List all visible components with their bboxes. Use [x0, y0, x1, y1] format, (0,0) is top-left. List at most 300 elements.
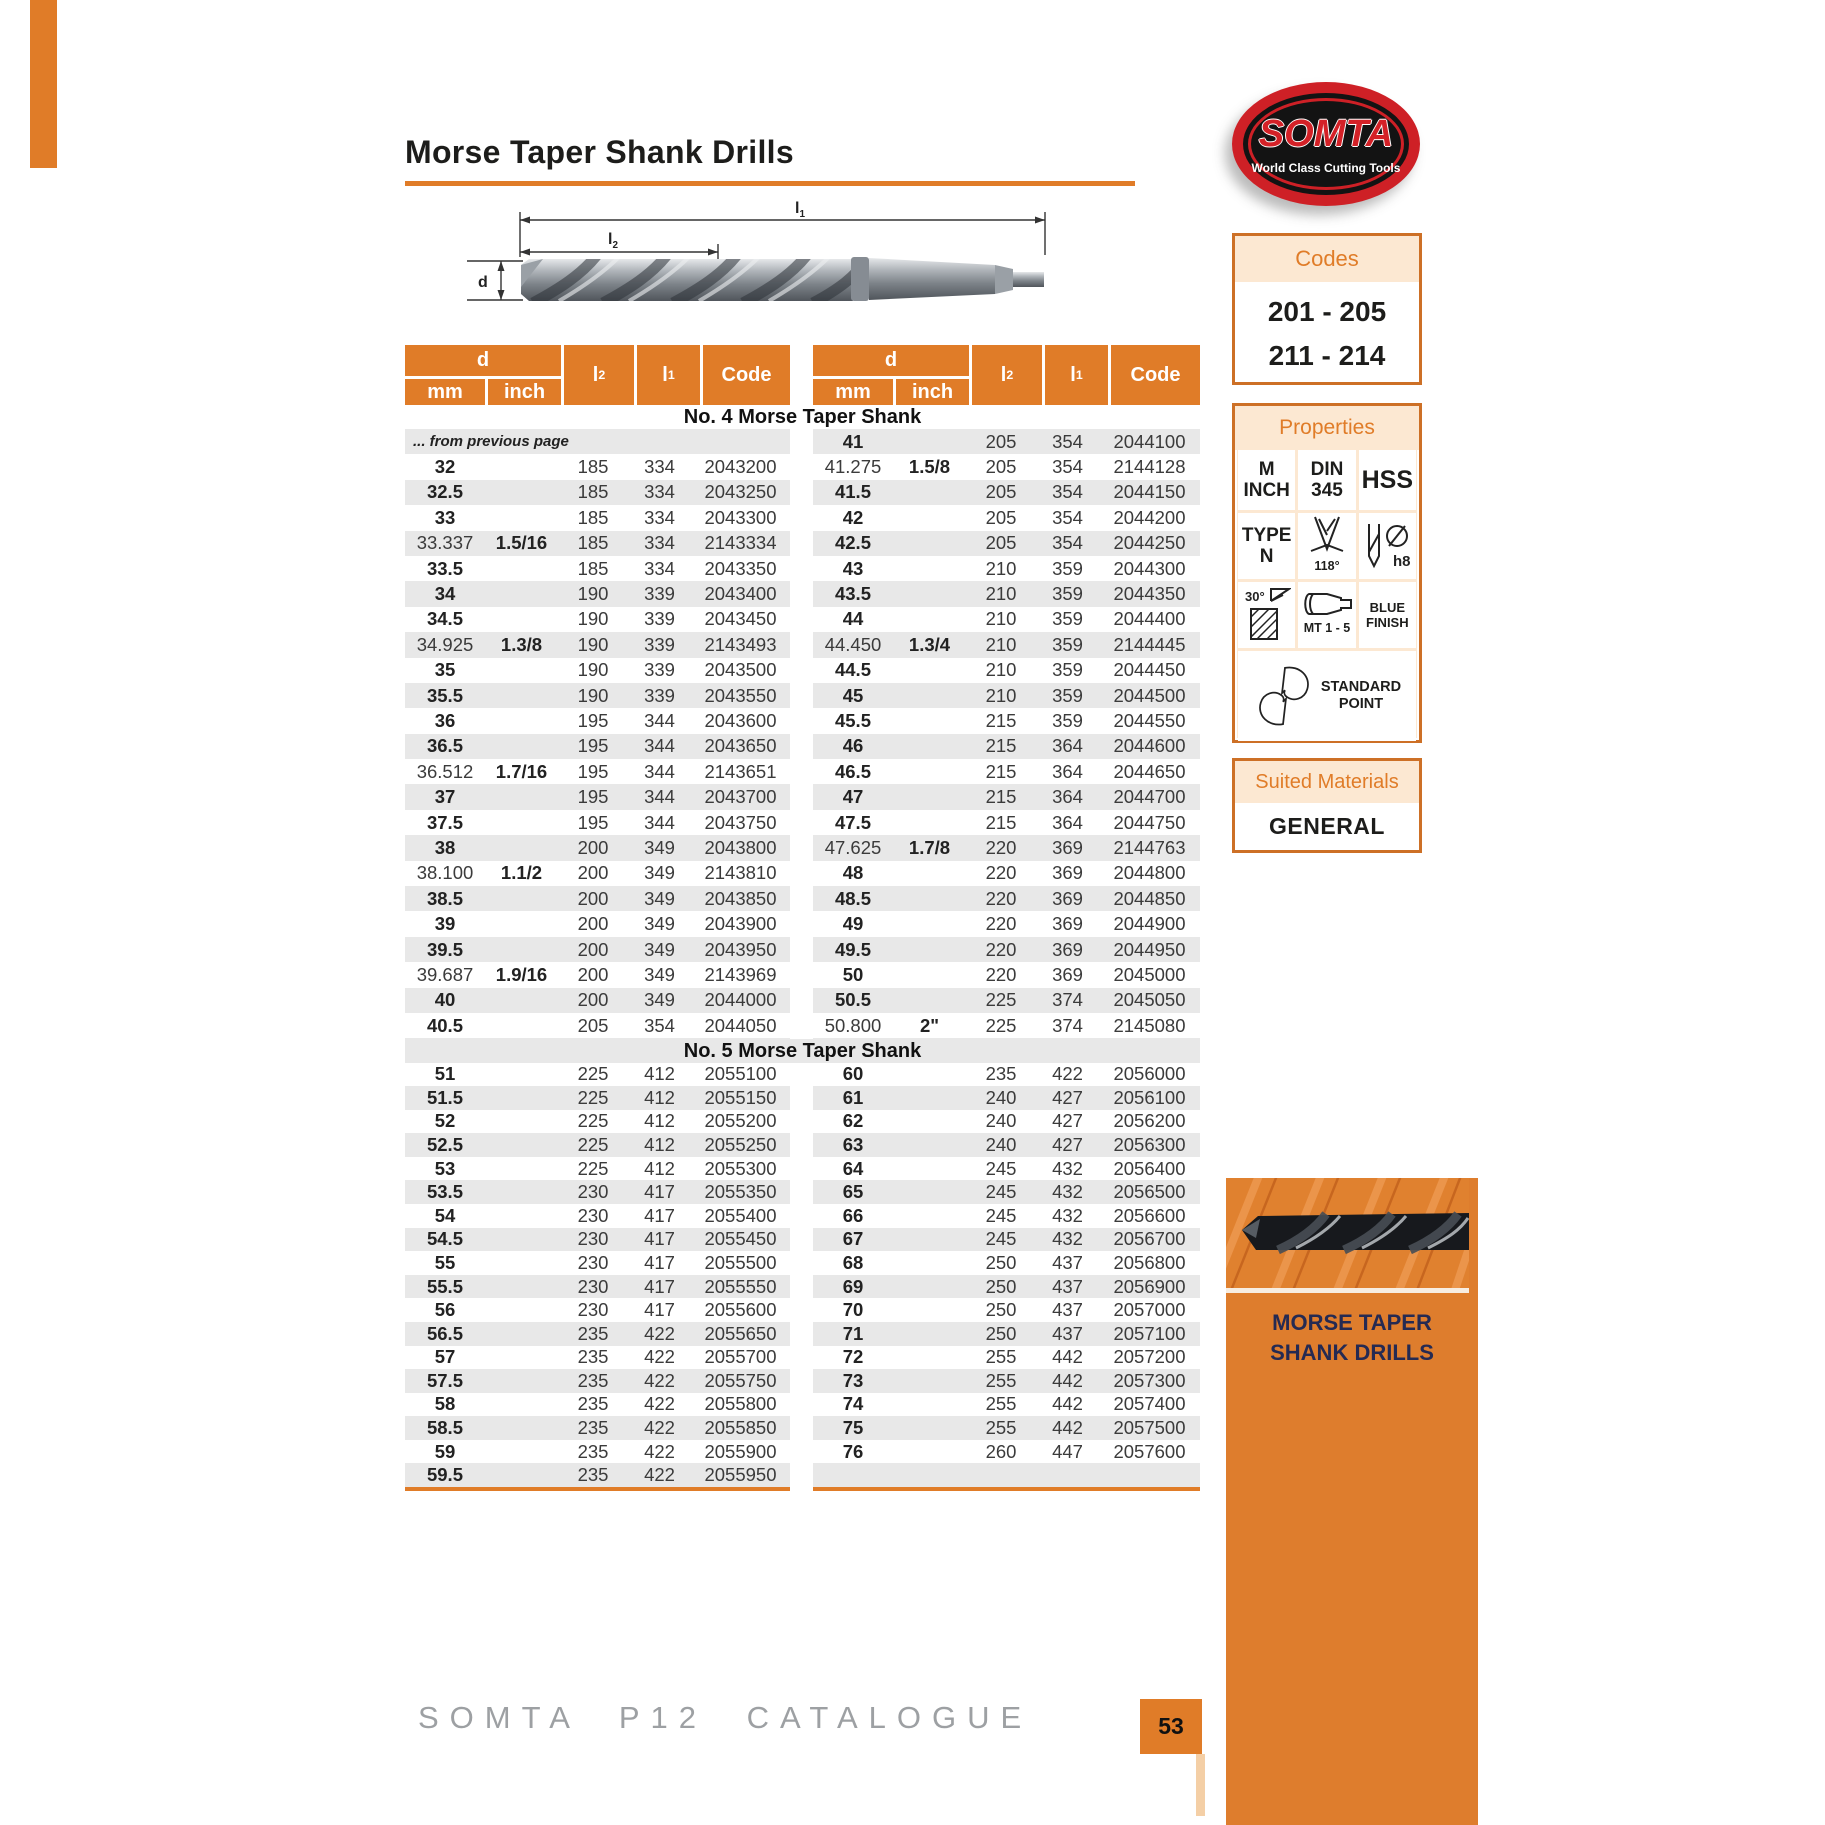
cell-mm: 64	[842, 1157, 864, 1179]
col-header-d: d	[813, 345, 969, 376]
cell-mm: 37.5	[426, 811, 463, 833]
cell-l2: 205	[985, 481, 1017, 503]
drill-size-tables	[405, 345, 1200, 1495]
cell-l1: 339	[644, 608, 675, 630]
cell-l1: 369	[1052, 862, 1083, 884]
table-row	[813, 937, 1200, 962]
cell-mm: 63	[842, 1133, 864, 1155]
table-row	[813, 734, 1200, 759]
table-row	[405, 556, 790, 581]
cell-code: 2044550	[1113, 709, 1186, 731]
table-row	[405, 531, 790, 556]
cell-l1: 364	[1052, 760, 1083, 782]
property-standard-point: STANDARD POINT	[1238, 651, 1416, 741]
cell-mm: 62	[842, 1110, 864, 1132]
cell-mm: 35	[434, 659, 456, 681]
cell-code: 2143334	[704, 532, 777, 554]
standard-point-icon	[1253, 664, 1315, 728]
table-row	[405, 1322, 790, 1346]
cell-l2: 245	[985, 1228, 1017, 1250]
cell-mm: 32.5	[426, 481, 463, 503]
cell-l1: 374	[1052, 989, 1083, 1011]
cell-l2: 240	[985, 1133, 1017, 1155]
cell-l2: 235	[577, 1322, 609, 1344]
table-row	[813, 1416, 1200, 1440]
cell-l1: 334	[644, 481, 675, 503]
svg-text:h8: h8	[1393, 553, 1411, 570]
cell-l2: 245	[985, 1157, 1017, 1179]
cell-mm: 34	[434, 583, 456, 605]
cell-mm: 49	[842, 913, 864, 935]
cell-code: 2044800	[1113, 862, 1186, 884]
cell-code: 2055150	[704, 1086, 777, 1108]
suited-materials-title: Suited Materials	[1235, 761, 1419, 803]
cell-l2: 210	[985, 659, 1017, 681]
cell-code: 2056700	[1113, 1228, 1186, 1250]
table-row	[813, 1322, 1200, 1346]
property-din-345: DIN 345	[1298, 450, 1355, 510]
cell-l2: 235	[577, 1393, 609, 1415]
cell-l1: 422	[644, 1440, 675, 1462]
cell-l2: 235	[577, 1464, 609, 1486]
cell-code: 2043350	[704, 557, 777, 579]
cell-l1: 369	[1052, 887, 1083, 909]
cell-l1: 354	[1052, 481, 1083, 503]
cell-mm: 74	[842, 1393, 864, 1415]
cell-code: 2055550	[704, 1275, 777, 1297]
cell-l1: 369	[1052, 836, 1083, 858]
col-header-d: d	[405, 345, 561, 376]
cell-code: 2056400	[1113, 1157, 1186, 1179]
table-row	[405, 988, 790, 1013]
dim-label-d: d	[478, 274, 488, 291]
cell-l1: 422	[644, 1393, 675, 1415]
table-row	[813, 683, 1200, 708]
suited-materials-box	[1232, 758, 1422, 853]
cell-mm: 45	[842, 684, 864, 706]
cell-mm: 75	[842, 1417, 864, 1439]
cell-mm: 39.5	[426, 938, 463, 960]
cell-code: 2055900	[704, 1440, 777, 1462]
cell-mm: 39.687	[416, 963, 474, 985]
cell-l2: 250	[985, 1299, 1017, 1321]
cell-l2: 230	[577, 1204, 609, 1226]
cell-code: 2043700	[704, 786, 777, 808]
cell-mm: 59	[434, 1440, 456, 1462]
cell-mm: 39	[434, 913, 456, 935]
cell-mm: 38.100	[416, 862, 474, 884]
col-header-inch: inch	[488, 379, 561, 405]
cell-code: 2056100	[1113, 1086, 1186, 1108]
cell-inch: 1.7/16	[495, 760, 548, 782]
cell-mm: 43.5	[834, 583, 871, 605]
cell-mm: 51.5	[426, 1086, 463, 1108]
table-row	[813, 1369, 1200, 1393]
cell-l1: 432	[1052, 1181, 1083, 1203]
cell-code: 2044450	[1113, 659, 1186, 681]
cell-mm: 59.5	[426, 1464, 463, 1486]
cell-l1: 442	[1052, 1393, 1083, 1415]
codes-range: 201 - 205	[1267, 296, 1387, 327]
cell-code: 2144128	[1113, 456, 1186, 478]
cell-l2: 205	[985, 456, 1017, 478]
cell-l2: 220	[985, 938, 1017, 960]
cell-l2: 225	[577, 1110, 609, 1132]
cell-code: 2055850	[704, 1417, 777, 1439]
panel-divider	[1226, 1288, 1469, 1293]
cell-mm: 36.512	[416, 760, 474, 782]
cell-l1: 354	[1052, 506, 1083, 528]
cell-l2: 230	[577, 1275, 609, 1297]
cell-l2: 230	[577, 1251, 609, 1273]
table-row	[813, 962, 1200, 987]
cell-l2: 195	[577, 735, 609, 757]
title-underline	[405, 181, 1135, 186]
table-row	[813, 1062, 1200, 1086]
cell-l1: 344	[644, 760, 675, 782]
cell-mm: 46	[842, 735, 864, 757]
col-header-l1: l 1	[1045, 345, 1108, 405]
cell-l1: 364	[1052, 811, 1083, 833]
cell-l1: 339	[644, 583, 675, 605]
cell-l2: 225	[577, 1133, 609, 1155]
cell-mm: 47.625	[824, 836, 882, 858]
cell-l2: 200	[577, 989, 609, 1011]
cell-l2: 185	[577, 481, 609, 503]
cell-l1: 354	[1052, 532, 1083, 554]
table-row	[813, 1251, 1200, 1275]
cell-code: 2043650	[704, 735, 777, 757]
table-row	[405, 734, 790, 759]
page-badge-shadow	[1196, 1754, 1205, 1816]
point-angle-icon: 118°	[1298, 513, 1355, 579]
cell-code: 2143969	[704, 963, 777, 985]
cell-l1: 442	[1052, 1417, 1083, 1439]
cell-mm: 48.5	[834, 887, 871, 909]
cell-code: 2044050	[704, 1014, 777, 1036]
size-table-right	[813, 345, 1200, 1487]
cell-mm: 69	[842, 1275, 864, 1297]
cell-code: 2055600	[704, 1299, 777, 1321]
cell-inch: 1.5/8	[908, 456, 951, 478]
cell-l1: 432	[1052, 1157, 1083, 1179]
table-header	[405, 345, 790, 405]
cell-l1: 422	[644, 1322, 675, 1344]
cell-l2: 185	[577, 532, 609, 554]
cell-code: 2057600	[1113, 1440, 1186, 1462]
table-row	[813, 1346, 1200, 1370]
continuation-note: ... from previous page	[413, 433, 569, 451]
cell-mm: 57	[434, 1346, 456, 1368]
cell-mm: 51	[434, 1063, 456, 1085]
table-row	[813, 810, 1200, 835]
cell-l2: 255	[985, 1346, 1017, 1368]
cell-mm: 54.5	[426, 1228, 463, 1250]
cell-l1: 354	[644, 1014, 675, 1036]
cell-l2: 200	[577, 862, 609, 884]
cell-l1: 417	[644, 1251, 675, 1273]
cell-mm: 43	[842, 557, 864, 579]
cell-mm: 53.5	[426, 1181, 463, 1203]
table-row	[405, 759, 790, 784]
table-row	[405, 429, 790, 454]
cell-code: 2056800	[1113, 1251, 1186, 1273]
cell-code: 2043550	[704, 684, 777, 706]
table-row	[405, 1463, 790, 1487]
table-row	[813, 607, 1200, 632]
table-row	[813, 861, 1200, 886]
cell-l1: 412	[644, 1110, 675, 1132]
cell-code: 2144763	[1113, 836, 1186, 858]
cell-l2: 210	[985, 557, 1017, 579]
cell-mm: 54	[434, 1204, 456, 1226]
cell-mm: 65	[842, 1181, 864, 1203]
cell-l2: 190	[577, 583, 609, 605]
cell-l2: 250	[985, 1322, 1017, 1344]
table-row	[813, 505, 1200, 530]
dim-label-l2: $l_2$	[608, 231, 618, 252]
cell-l1: 334	[644, 557, 675, 579]
cell-l1: 359	[1052, 557, 1083, 579]
cell-mm: 66	[842, 1204, 864, 1226]
cell-code: 2057400	[1113, 1393, 1186, 1415]
cell-mm: 72	[842, 1346, 864, 1368]
cell-l1: 432	[1052, 1228, 1083, 1250]
cell-l2: 255	[985, 1369, 1017, 1391]
cell-l2: 215	[985, 709, 1017, 731]
cell-code: 2044700	[1113, 786, 1186, 808]
cell-mm: 50.800	[824, 1014, 882, 1036]
cell-l2: 235	[577, 1346, 609, 1368]
cell-l2: 240	[985, 1110, 1017, 1132]
cell-mm: 46.5	[834, 760, 871, 782]
cell-code: 2044400	[1113, 608, 1186, 630]
drill-photo	[1226, 1178, 1469, 1288]
table-row	[813, 1275, 1200, 1299]
cell-code: 2044150	[1113, 481, 1186, 503]
cell-code: 2056900	[1113, 1275, 1186, 1297]
cell-mm: 61	[842, 1086, 864, 1108]
table-row	[405, 911, 790, 936]
cell-l2: 190	[577, 684, 609, 706]
cell-code: 2043750	[704, 811, 777, 833]
cell-mm: 56.5	[426, 1322, 463, 1344]
cell-l2: 230	[577, 1181, 609, 1203]
cell-l2: 190	[577, 633, 609, 655]
cell-l1: 344	[644, 786, 675, 808]
cell-l1: 437	[1052, 1322, 1083, 1344]
cell-l2: 205	[577, 1014, 609, 1036]
table-row	[813, 632, 1200, 657]
table-row	[813, 1110, 1200, 1134]
cell-l1: 354	[1052, 456, 1083, 478]
cell-code: 2055950	[704, 1464, 777, 1486]
cell-l2: 205	[985, 430, 1017, 452]
table-row	[405, 1393, 790, 1417]
cell-code: 2043800	[704, 836, 777, 858]
cell-mm: 58.5	[426, 1417, 463, 1439]
table-bottom-rule	[405, 1487, 790, 1491]
table-row	[405, 1440, 790, 1464]
cell-l1: 412	[644, 1157, 675, 1179]
cell-mm: 34.5	[426, 608, 463, 630]
cell-mm: 50.5	[834, 989, 871, 1011]
cell-code: 2143651	[704, 760, 777, 782]
cell-code: 2055200	[704, 1110, 777, 1132]
cell-mm: 37	[434, 786, 456, 808]
cell-mm: 32	[434, 456, 456, 478]
col-header-l2: l 2	[564, 345, 634, 405]
cell-mm: 41.5	[834, 481, 871, 503]
cell-l2: 255	[985, 1393, 1017, 1415]
table-row	[405, 683, 790, 708]
cell-code: 2056000	[1113, 1063, 1186, 1085]
panel-caption: MORSE TAPER SHANK DRILLS	[1270, 1310, 1434, 1365]
cell-code: 2057500	[1113, 1417, 1186, 1439]
cell-mm: 47.5	[834, 811, 871, 833]
cell-mm: 36	[434, 709, 456, 731]
table-row	[405, 1110, 790, 1134]
cell-l1: 369	[1052, 938, 1083, 960]
cell-l2: 240	[985, 1086, 1017, 1108]
cell-l1: 364	[1052, 735, 1083, 757]
cell-code: 2043300	[704, 506, 777, 528]
cell-l2: 235	[985, 1063, 1017, 1085]
cell-l1: 422	[644, 1464, 675, 1486]
cell-l1: 354	[1052, 430, 1083, 452]
table-row	[813, 708, 1200, 733]
table-row	[813, 581, 1200, 606]
cell-l1: 432	[1052, 1204, 1083, 1226]
somta-logo	[1232, 82, 1420, 206]
property-blue-finish: BLUE FINISH	[1359, 582, 1416, 648]
cell-code: 2043200	[704, 456, 777, 478]
cell-l2: 210	[985, 583, 1017, 605]
cell-mm: 68	[842, 1251, 864, 1273]
footer-catalogue-text: SOMTA P12 CATALOGUE	[418, 1700, 1033, 1735]
cell-code: 2044000	[704, 989, 777, 1011]
cell-code: 2043400	[704, 583, 777, 605]
cell-l1: 339	[644, 633, 675, 655]
cell-code: 2043600	[704, 709, 777, 731]
cell-l1: 422	[1052, 1063, 1083, 1085]
cell-l1: 447	[1052, 1440, 1083, 1462]
dim-label-l1: $l_1$	[795, 200, 805, 221]
cell-code: 2056500	[1113, 1181, 1186, 1203]
table-row	[405, 861, 790, 886]
cell-l2: 235	[577, 1369, 609, 1391]
cell-l2: 200	[577, 913, 609, 935]
table-row	[405, 1346, 790, 1370]
cell-l2: 220	[985, 862, 1017, 884]
cell-l1: 349	[644, 836, 675, 858]
cell-l2: 220	[985, 963, 1017, 985]
cell-l1: 427	[1052, 1133, 1083, 1155]
cell-code: 2055250	[704, 1133, 777, 1155]
cell-code: 2044900	[1113, 913, 1186, 935]
side-panel	[1226, 1178, 1478, 1825]
table-row	[405, 1133, 790, 1157]
drill-illustration	[521, 255, 1044, 303]
cell-mm: 44	[842, 608, 864, 630]
table-row	[405, 784, 790, 809]
cell-l2: 210	[985, 633, 1017, 655]
cell-l2: 250	[985, 1251, 1017, 1273]
cell-mm: 42.5	[834, 532, 871, 554]
cell-l2: 200	[577, 887, 609, 909]
cell-l2: 220	[985, 836, 1017, 858]
table-bottom-rule	[813, 1487, 1200, 1491]
col-header-code: Code	[1111, 345, 1200, 405]
cell-code: 2043500	[704, 659, 777, 681]
table-row	[405, 1062, 790, 1086]
cell-l1: 422	[644, 1346, 675, 1368]
cell-code: 2055400	[704, 1204, 777, 1226]
cell-mm: 52	[434, 1110, 456, 1132]
cell-code: 2044100	[1113, 430, 1186, 452]
table-row	[813, 1228, 1200, 1252]
table-row	[813, 429, 1200, 454]
table-row	[813, 784, 1200, 809]
cell-code: 2045050	[1113, 989, 1186, 1011]
cell-inch: 1.5/16	[495, 532, 548, 554]
cell-mm: 34.925	[416, 633, 474, 655]
cell-mm: 33.337	[416, 532, 474, 554]
suited-materials-value: GENERAL	[1269, 813, 1385, 839]
table-row	[813, 1133, 1200, 1157]
cell-l2: 245	[985, 1204, 1017, 1226]
corner-accent-bar	[30, 0, 57, 168]
cell-mm: 33.5	[426, 557, 463, 579]
cell-l2: 205	[985, 532, 1017, 554]
cell-mm: 50	[842, 963, 864, 985]
cell-l2: 185	[577, 456, 609, 478]
cell-mm: 49.5	[834, 938, 871, 960]
codes-box	[1232, 233, 1422, 385]
properties-grid	[1238, 450, 1416, 741]
cell-mm: 55	[434, 1251, 456, 1273]
page-title: Morse Taper Shank Drills	[405, 134, 794, 170]
table-row	[813, 1180, 1200, 1204]
cell-mm: 56	[434, 1299, 456, 1321]
cell-l1: 344	[644, 709, 675, 731]
drill-dimension-diagram	[455, 195, 1105, 320]
cell-code: 2055500	[704, 1251, 777, 1273]
col-header-code: Code	[703, 345, 790, 405]
section-header-no4: No. 4 Morse Taper Shank	[405, 405, 1200, 429]
table-row	[405, 480, 790, 505]
cell-l1: 339	[644, 684, 675, 706]
cell-code: 2057300	[1113, 1369, 1186, 1391]
table-row	[405, 658, 790, 683]
cell-code: 2043950	[704, 938, 777, 960]
cell-l1: 349	[644, 938, 675, 960]
table-row	[813, 1204, 1200, 1228]
cell-l1: 359	[1052, 608, 1083, 630]
cell-l1: 417	[644, 1181, 675, 1203]
cell-l1: 349	[644, 989, 675, 1011]
cell-l2: 195	[577, 760, 609, 782]
property-hss: HSS	[1359, 450, 1416, 510]
cell-code: 2043250	[704, 481, 777, 503]
cell-code: 2044850	[1113, 887, 1186, 909]
cell-l2: 185	[577, 506, 609, 528]
cell-l1: 437	[1052, 1275, 1083, 1297]
cell-code: 2143810	[704, 862, 777, 884]
cell-l1: 349	[644, 913, 675, 935]
table-row	[813, 988, 1200, 1013]
cell-inch: 1.9/16	[495, 963, 548, 985]
